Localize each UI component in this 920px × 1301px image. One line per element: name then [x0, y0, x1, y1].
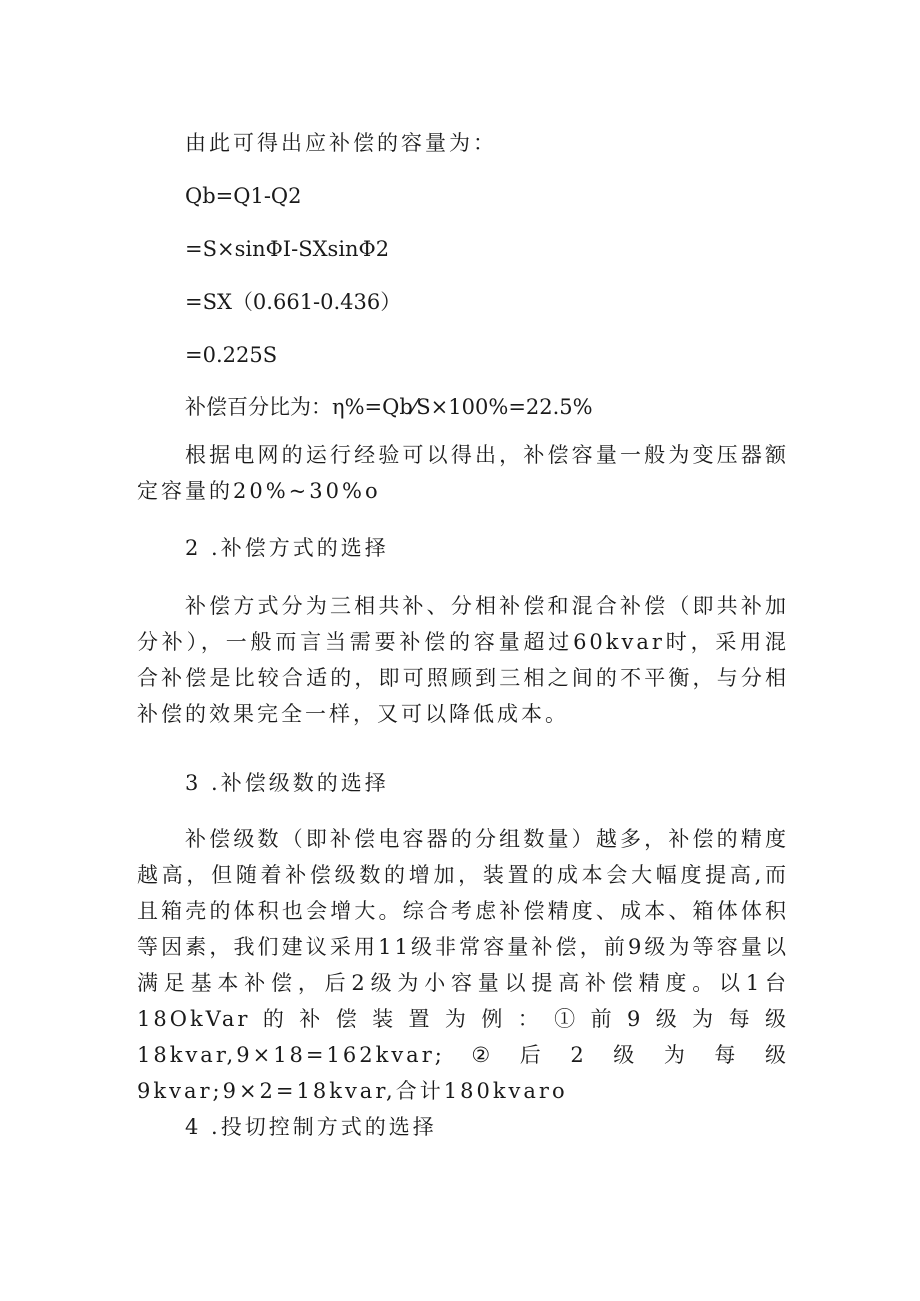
formula-qb: Qb=Q1-Q2	[185, 184, 302, 208]
paragraph-experience: 根据电网的运行经验可以得出，补偿容量一般为变压器额定容量的20%~30%o	[137, 443, 789, 503]
intro-line: 由此可得出应补偿的容量为：	[185, 131, 497, 155]
percentage-line: 补偿百分比为：η%=Qb⁄S×100%=22.5%	[185, 395, 593, 419]
formula-sin: =S×sinΦI-SXsinΦ2	[185, 237, 390, 261]
heading-control-selection: 4 .投切控制方式的选择	[185, 1115, 437, 1139]
formula-result: =0.225S	[185, 343, 278, 367]
formula-diff: =SX（0.661-0.436）	[185, 290, 402, 314]
heading-mode-selection: 2 .补偿方式的选择	[185, 536, 389, 560]
heading-levels-selection: 3 .补偿级数的选择	[185, 771, 389, 795]
paragraph-mode: 补偿方式分为三相共补、分相补偿和混合补偿（即共补加分补），一般而言当需要补偿的容量超过60kvar时，采用混合补偿是比较合适的，即可照顾到三相之间的不平衡，与分相补偿的效果完全一样，又可以降低成本。	[137, 594, 789, 726]
paragraph-levels: 补偿级数（即补偿电容器的分组数量）越多，补偿的精度越高，但随着补偿级数的增加，装置的成本会大幅度提高,而且箱壳的体积也会增大。综合考虑补偿精度、成本、箱体体积等因素，我们建议采用11级非常容量补偿，前9级为等容量以满足基本补偿，后2级为小容量以提高补偿精度。以1台18OkVar的补偿装置为例：①前9级为每级18kvar,9×18=162kvar;②后2级为每级9kvar;9×2=18kvar,合计180kvaro	[137, 827, 789, 1103]
